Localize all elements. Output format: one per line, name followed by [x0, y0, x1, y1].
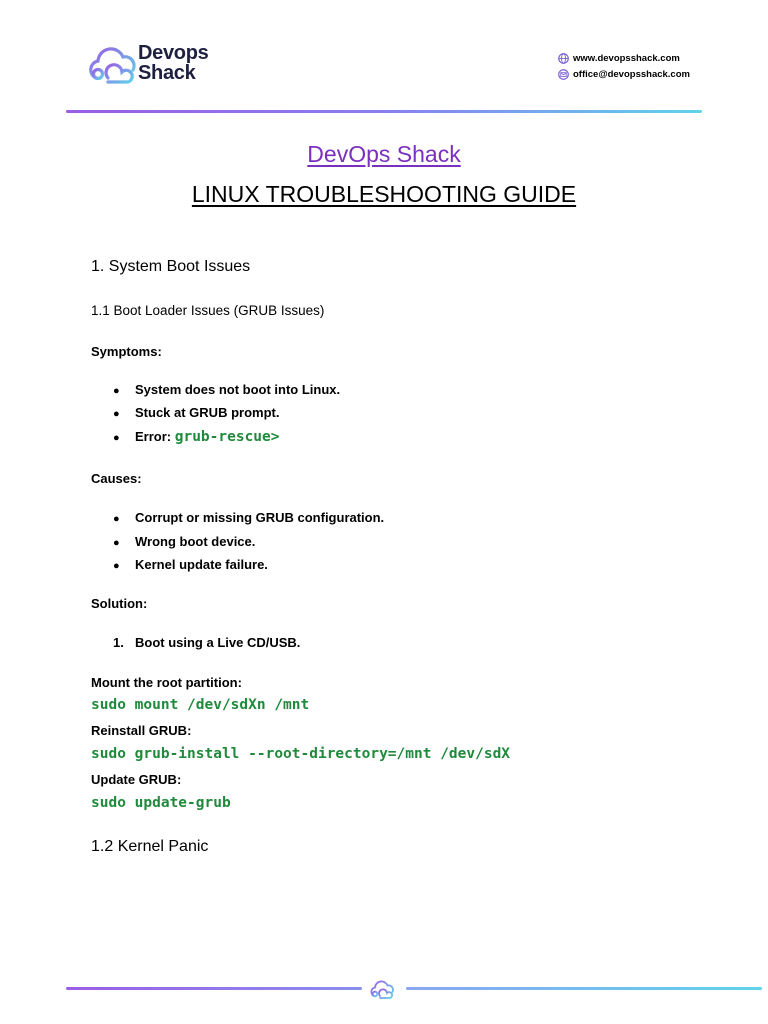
globe-icon — [558, 53, 569, 64]
bullet-icon: ● — [113, 513, 120, 525]
list-item — [113, 382, 340, 397]
step-number: 1. — [113, 635, 124, 650]
list-item-text: Stuck at GRUB prompt. — [135, 405, 280, 420]
list-item-text: Wrong boot device. — [135, 534, 256, 549]
bullet-icon: ● — [113, 537, 120, 549]
error-code: grub-rescue> — [174, 429, 280, 445]
website-text: www.devopsshack.com — [573, 53, 680, 64]
mount-command: sudo mount /dev/sdXn /mnt — [91, 697, 310, 713]
causes-label: Causes: — [91, 471, 142, 486]
bullet-icon: ● — [113, 385, 120, 397]
bullet-icon: ● — [113, 560, 120, 572]
list-item-text: System does not boot into Linux. — [135, 382, 341, 397]
section-heading: 1. System Boot Issues — [91, 258, 251, 275]
email-text: office@devopsshack.com — [573, 69, 690, 80]
list-item — [113, 557, 268, 572]
logo-line-2: Shack — [138, 62, 196, 84]
reinstall-command: sudo grub-install --root-directory=/mnt /dev/sdX — [91, 746, 511, 762]
website-link[interactable] — [558, 53, 680, 64]
list-item — [113, 534, 255, 549]
bullet-icon: ● — [113, 432, 120, 444]
email-link[interactable] — [558, 69, 690, 80]
list-item-text: Corrupt or missing GRUB configuration. — [135, 510, 385, 525]
logo-wordmark — [138, 43, 208, 83]
reinstall-label: Reinstall GRUB: — [91, 723, 192, 738]
logo-line-1: Devops — [138, 42, 209, 64]
subsection-heading: 1.1 Boot Loader Issues (GRUB Issues) — [91, 303, 325, 318]
list-item — [113, 510, 384, 525]
subsection-heading: 1.2 Kernel Panic — [91, 838, 209, 855]
step-item — [113, 635, 300, 650]
footer-divider-right — [406, 987, 762, 990]
list-item-text: Error: — [135, 429, 175, 444]
list-item-text: Kernel update failure. — [135, 557, 268, 572]
step-text: Boot using a Live CD/USB. — [135, 635, 301, 650]
mail-icon — [558, 69, 569, 80]
update-command: sudo update-grub — [91, 795, 231, 811]
mount-label: Mount the root partition: — [91, 675, 242, 690]
footer-logo-icon — [369, 978, 399, 1000]
document-title: LINUX TROUBLESHOOTING GUIDE — [191, 181, 577, 207]
list-item — [113, 429, 280, 445]
header-divider — [66, 110, 702, 113]
bullet-icon: ● — [113, 408, 120, 420]
update-label: Update GRUB: — [91, 772, 182, 787]
brand-title: DevOps Shack — [307, 141, 461, 167]
solution-label: Solution: — [91, 596, 148, 611]
symptoms-label: Symptoms: — [91, 344, 162, 359]
list-item — [113, 405, 279, 420]
footer-divider-left — [66, 987, 362, 990]
